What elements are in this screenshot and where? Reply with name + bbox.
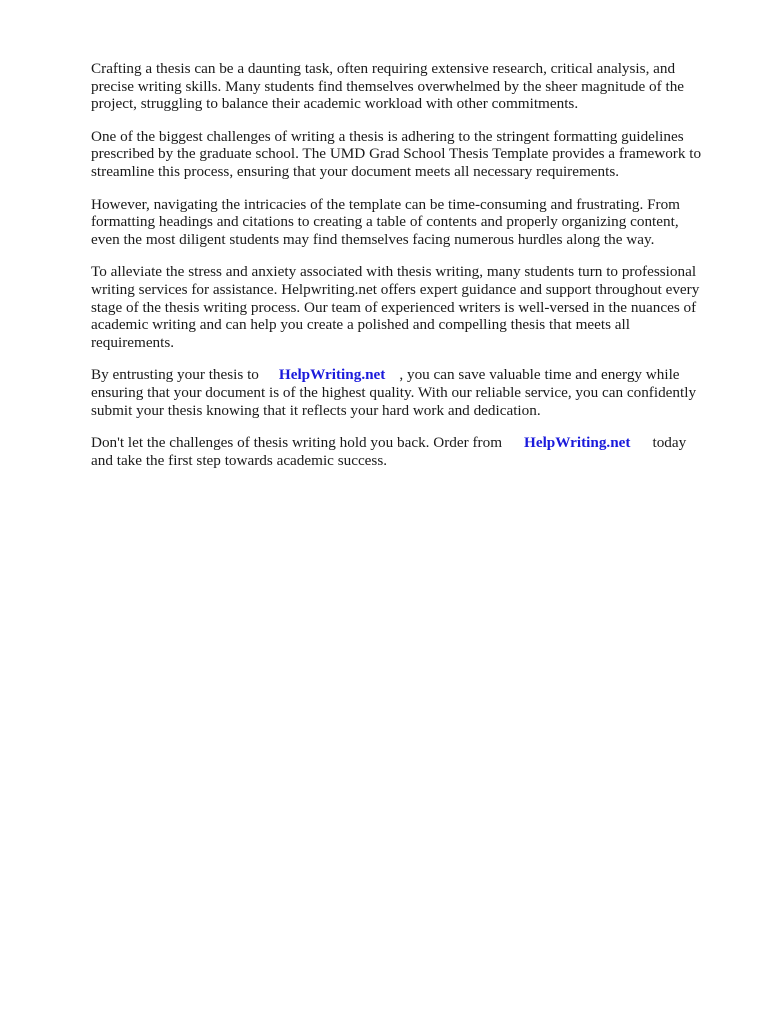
text-line: ensuring that your document is of the highest quality. With our reliable service, you can confidently [91,383,697,401]
paragraph-services [91,263,721,351]
text-line: even the most diligent students may find themselves facing numerous hurdles along the way. [91,230,655,248]
text-line: To alleviate the stress and anxiety associated with thesis writing, many students turn to professional [91,263,697,281]
text-line: requirements. [91,333,175,351]
text-segment: Don't let the challenges of thesis writing hold you back. Order from [91,434,503,452]
text-line: stage of the thesis writing process. Our team of experienced writers is well-versed in the nuances of [91,298,697,316]
paragraph-template [91,196,721,249]
text-segment: today [652,434,687,452]
text-line: project, struggling to balance their academic workload with other commitments. [91,95,579,113]
text-line: formatting headings and citations to creating a table of contents and properly organizing content, [91,213,679,231]
text-line: One of the biggest challenges of writing a thesis is adhering to the stringent formatting guidelines [91,127,684,145]
helpwriting-link[interactable]: HelpWriting.net [278,366,386,384]
text-line: However, navigating the intricacies of the template can be time-consuming and frustrating. From [91,195,680,213]
document-body [91,60,721,484]
helpwriting-link[interactable]: HelpWriting.net [524,434,631,452]
text-line: academic writing and can help you create a polished and compelling thesis that meets all [91,316,630,334]
text-segment: , you can save valuable time and energy while [399,366,680,384]
text-line-with-link [91,434,721,452]
text-line: Crafting a thesis can be a daunting task, often requiring extensive research, critical analysis, and [91,60,676,77]
text-line: submit your thesis knowing that it reflects your hard work and dedication. [91,401,541,419]
paragraph-call-to-action [91,434,721,469]
paragraph-entrusting [91,366,721,419]
text-line: writing services for assistance. Helpwriting.net offers expert guidance and support throughout every [91,280,700,298]
paragraph-intro [91,60,721,113]
paragraph-formatting [91,128,721,181]
text-line: and take the first step towards academic success. [91,451,388,469]
text-line: streamline this process, ensuring that your document meets all necessary requirements. [91,162,620,180]
text-line: prescribed by the graduate school. The UMD Grad School Thesis Template provides a framework to [91,145,702,163]
text-segment: By entrusting your thesis to [91,366,259,384]
text-line-with-link [91,366,721,384]
text-line: precise writing skills. Many students find themselves overwhelmed by the sheer magnitude of the [91,77,685,95]
